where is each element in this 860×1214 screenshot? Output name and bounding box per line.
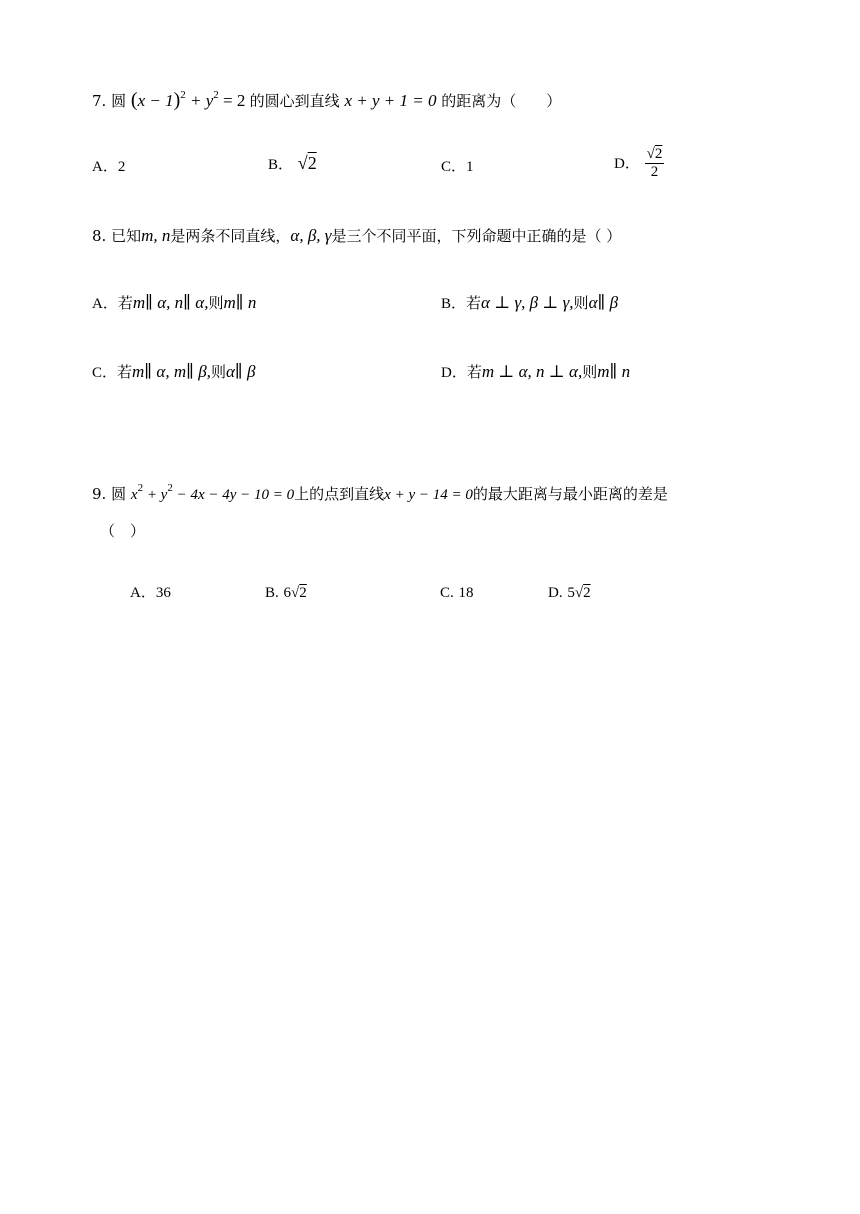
stem-text: 圆 <box>111 92 127 110</box>
answer-parentheses: （ ） <box>100 522 146 540</box>
option-a[interactable]: A．2 <box>92 159 126 175</box>
option-d[interactable]: D. 5√2 <box>548 585 591 601</box>
option-b[interactable]: B． √2 <box>268 153 317 173</box>
option-b[interactable]: B. 6√2 <box>265 585 307 601</box>
option-d[interactable]: D．若m ⊥ α, n ⊥ α,则m∥ n <box>441 362 631 381</box>
stem-text: 的最大距离与最小距离的差是 <box>472 485 668 503</box>
lines-mn: m, n <box>141 226 171 245</box>
option-a[interactable]: A．36 <box>130 585 171 601</box>
question-number: 8. <box>92 227 107 245</box>
stem-text: 已知 <box>111 227 142 245</box>
option-c[interactable]: C．若m∥ α, m∥ β,则α∥ β <box>92 362 256 381</box>
question-8-stem <box>92 226 621 246</box>
stem-text: 圆 <box>111 485 127 503</box>
stem-text: 是三个不同平面，下列命题中正确的是（ ） <box>331 227 622 245</box>
stem-text: 的距离为（ ） <box>441 92 562 110</box>
question-7-stem <box>92 88 561 112</box>
stem-text: 上的点到直线 <box>294 485 385 503</box>
stem-text: 的圆心到直线 <box>249 92 340 110</box>
question-number: 7. <box>92 92 107 110</box>
fraction: $\frac{√2}{2}$ <box>646 146 663 181</box>
question-number: 9. <box>92 485 107 503</box>
option-d[interactable]: D． $\frac{√2}{2}$ <box>614 146 663 181</box>
option-c[interactable]: C．1 <box>441 159 474 175</box>
circle-equation: $(x - 1)^2 + y^2 = 2$ <box>130 89 246 111</box>
option-a[interactable]: A．若m∥ α, n∥ α,则m∥ n <box>92 293 257 312</box>
question-9-stem <box>92 482 668 504</box>
option-c[interactable]: C. 18 <box>440 585 474 601</box>
sqrt-expression: √2 <box>574 585 591 601</box>
circle-equation: $x^2 + y^2 - 4x - 4y - 10 = 0$ <box>130 482 295 503</box>
sqrt-expression: √2 <box>291 585 307 601</box>
stem-text: 是两条不同直线， <box>170 227 291 245</box>
line-equation: x + y + 1 = 0 <box>344 91 437 110</box>
planes-abg: α, β, γ <box>290 226 332 245</box>
line-equation: x + y − 14 = 0 <box>384 487 473 503</box>
sqrt-expression: √2 <box>297 153 317 173</box>
option-b[interactable]: B．若α ⊥ γ, β ⊥ γ,则α∥ β <box>441 293 619 312</box>
